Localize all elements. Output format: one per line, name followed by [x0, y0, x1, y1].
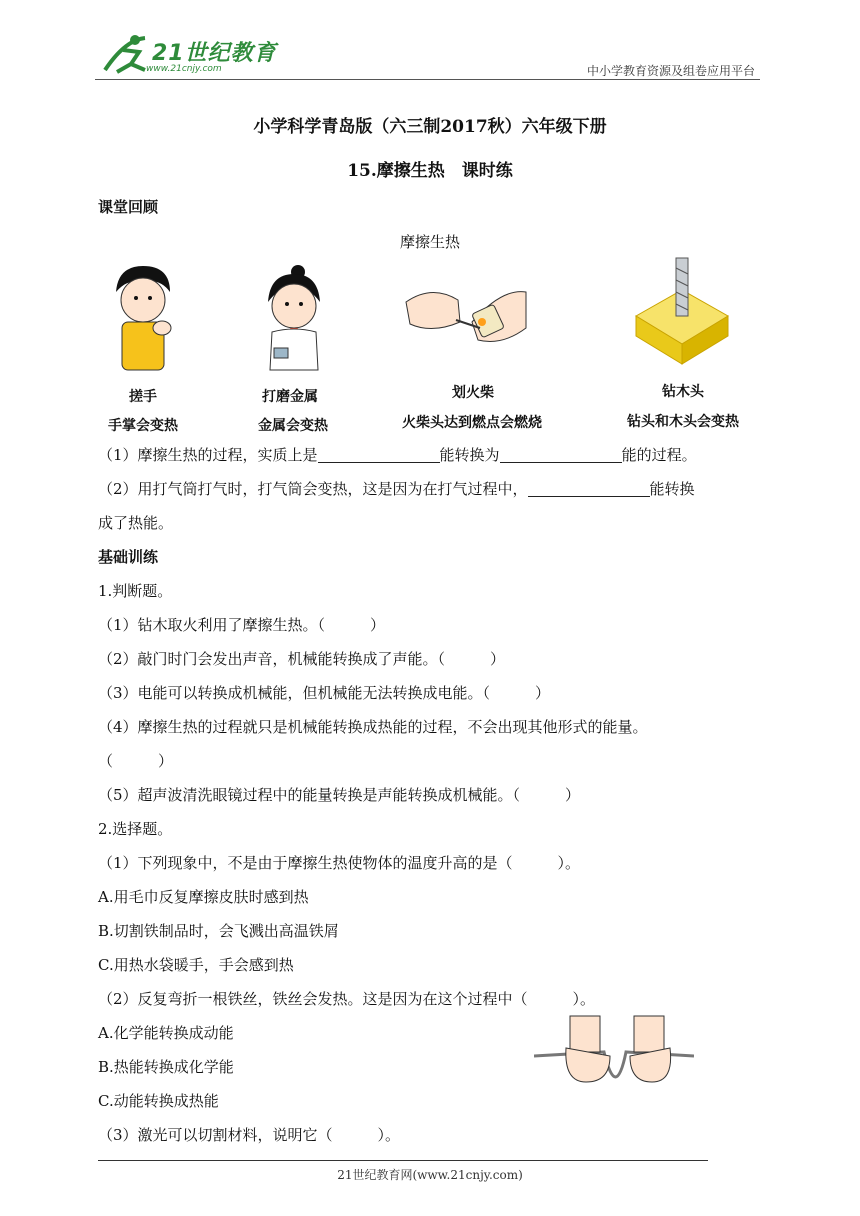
choice-option[interactable]: A.用毛巾反复摩擦皮肤时感到热 [98, 888, 309, 906]
page-title: 小学科学青岛版（六三制2017秋）六年级下册 [253, 117, 607, 137]
judge-item: （3）电能可以转换成机械能，但机械能无法转换成电能。（ ） [98, 684, 551, 702]
picture-caption: 打磨金属 [262, 389, 318, 405]
review-question-2-cont: 成了热能。 [98, 514, 174, 532]
picture-subcaption: 火柴头达到燃点会燃烧 [402, 415, 542, 431]
choice-option[interactable]: C.用热水袋暖手，手会感到热 [98, 956, 294, 974]
choice-option[interactable]: C.动能转换成热能 [98, 1092, 219, 1110]
choice-question-1: （1）下列现象中，不是由于摩擦生热使物体的温度升高的是（ ）。 [98, 854, 581, 872]
judge-item: （4）摩擦生热的过程就只是机械能转换成热能的过程，不会出现其他形式的能量。 [98, 718, 648, 736]
boy-rubbing-hands-illustration [108, 262, 178, 372]
logo-url: www.21cnjy.com [146, 64, 222, 74]
footer-text[interactable]: 21世纪教育网(www.21cnjy.com) [337, 1168, 523, 1182]
picture-subcaption: 手掌会变热 [108, 418, 178, 434]
answer-blank[interactable] [318, 446, 440, 463]
answer-blank[interactable] [528, 480, 650, 497]
picture-subcaption: 钻头和木头会变热 [627, 414, 739, 430]
striking-match-illustration [402, 282, 530, 352]
picture-caption: 划火柴 [452, 385, 494, 401]
choice-question-3: （3）激光可以切割材料，说明它（ ）。 [98, 1126, 401, 1144]
picture-subcaption: 金属会变热 [258, 418, 328, 434]
header-divider [95, 79, 760, 80]
picture-caption: 搓手 [129, 389, 157, 405]
logo-text: 21世纪教育 [152, 41, 277, 66]
review-question-1: （1）摩擦生热的过程，实质上是 能转换为 能的过程。 [98, 446, 697, 464]
bending-wire-illustration [534, 1012, 694, 1112]
judge-item: （1）钻木取火利用了摩擦生热。（ ） [98, 616, 386, 634]
drilling-wood-illustration [632, 256, 732, 366]
footer-divider [98, 1160, 708, 1161]
judge-item-bracket: （ ） [98, 752, 174, 770]
header-platform-text: 中小学教育资源及组卷应用平台 [586, 64, 755, 78]
judge-item: （2）敲门时门会发出声音，机械能转换成了声能。（ ） [98, 650, 506, 668]
section-heading-review: 课堂回顾 [98, 198, 159, 216]
choice-title: 2.选择题。 [98, 820, 173, 838]
girl-polishing-metal-illustration [258, 262, 328, 372]
review-question-2: （2）用打气筒打气时，打气筒会变热，这是因为在打气过程中， 能转换 [98, 480, 695, 498]
choice-question-2: （2）反复弯折一根铁丝，铁丝会发热。这是因为在这个过程中（ ）。 [98, 990, 596, 1008]
choice-option[interactable]: B.热能转换成化学能 [98, 1058, 234, 1076]
figure-title: 摩擦生热 [399, 233, 460, 251]
judge-title: 1.判断题。 [98, 582, 173, 600]
judge-item: （5）超声波清洗眼镜过程中的能量转换是声能转换成机械能。（ ） [98, 786, 581, 804]
page-subtitle: 15.摩擦生热 课时练 [347, 161, 513, 181]
choice-option[interactable]: B.切割铁制品时，会飞溅出高温铁屑 [98, 922, 339, 940]
answer-blank[interactable] [500, 446, 622, 463]
choice-option[interactable]: A.化学能转换成动能 [98, 1024, 234, 1042]
picture-caption: 钻木头 [662, 384, 704, 400]
section-heading-basic: 基础训练 [98, 548, 159, 566]
